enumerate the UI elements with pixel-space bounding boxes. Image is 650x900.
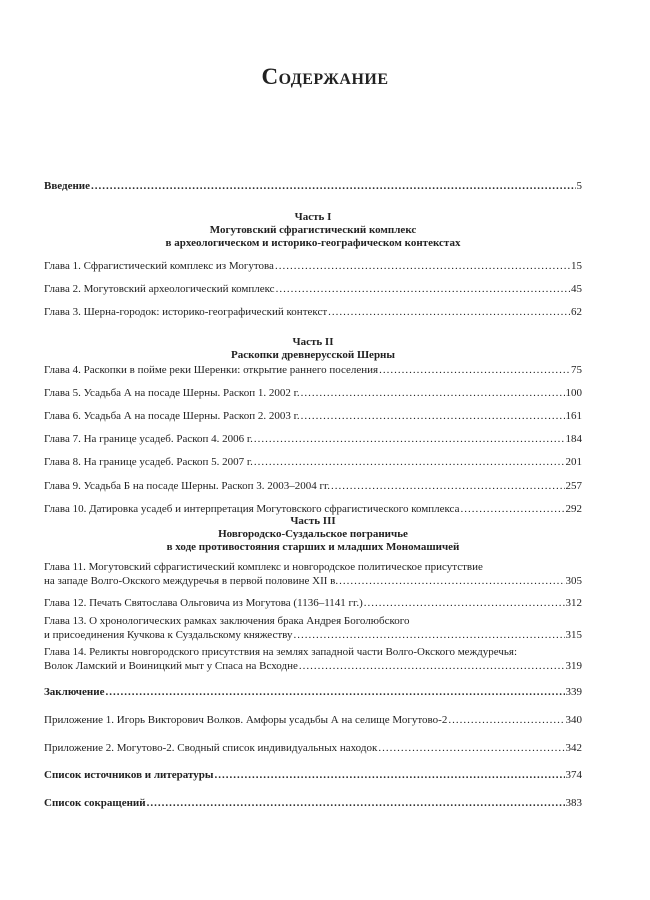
- toc-entry-chapter-11[interactable]: [44, 560, 582, 588]
- leader-dots: [448, 713, 564, 727]
- entry-label: Список источников и литературы: [44, 769, 214, 781]
- leader-dots: [364, 596, 565, 610]
- toc-entry-abbreviations[interactable]: [44, 796, 582, 810]
- toc-entry-appendix-1[interactable]: [44, 713, 582, 727]
- entry-page: 292: [565, 503, 582, 515]
- entry-label: Список сокращений: [44, 797, 146, 809]
- entry-label: Глава 2. Могутовский археологический комплекс: [44, 283, 275, 295]
- leader-dots: [254, 455, 565, 469]
- part-subtitle: Раскопки древнерусской Шерны: [231, 349, 395, 361]
- entry-label: на западе Волго-Окского междуречья в первой половине XII в.: [44, 575, 339, 587]
- part-title: Часть I: [294, 211, 332, 223]
- entry-label: Глава 6. Усадьба А на посаде Шерны. Раскоп 2. 2003 г.: [44, 410, 300, 422]
- entry-page: 342: [565, 742, 582, 754]
- toc-entry-chapter-2[interactable]: [44, 282, 582, 296]
- part-heading-3: [44, 515, 582, 554]
- entry-page: 312: [565, 597, 582, 609]
- leader-dots: [91, 179, 575, 193]
- toc-entry-chapter-5[interactable]: [44, 386, 582, 400]
- toc-entry-chapter-9[interactable]: [44, 479, 582, 493]
- leader-dots: [328, 305, 570, 319]
- entry-page: 315: [565, 629, 582, 641]
- page-title: Содержание: [261, 64, 389, 89]
- part-heading-1: [44, 211, 582, 250]
- entry-label: Глава 9. Усадьба Б на посаде Шерны. Раскоп 3. 2003–2004 гг.: [44, 480, 331, 492]
- leader-dots: [105, 685, 564, 699]
- leader-dots: [378, 741, 564, 755]
- leader-dots: [460, 502, 564, 516]
- entry-page: 340: [565, 714, 582, 726]
- entry-label: Глава 13. О хронологических рамках заключения брака Андрея Боголюбского: [44, 615, 410, 627]
- part-subtitle: Могутовский сфрагистический комплекс: [209, 224, 417, 236]
- part-title: Часть III: [290, 515, 336, 527]
- toc-entry-sources[interactable]: [44, 768, 582, 782]
- part-heading-2: [44, 336, 582, 362]
- entry-page: 383: [565, 797, 582, 809]
- entry-label: Приложение 2. Могутово-2. Сводный список индивидуальных находок: [44, 742, 378, 754]
- entry-page: 201: [565, 456, 582, 468]
- leader-dots: [293, 628, 564, 642]
- toc-entry-chapter-4[interactable]: [44, 363, 582, 377]
- entry-label: Глава 5. Усадьба А на посаде Шерны. Раскоп 1. 2002 г.: [44, 387, 300, 399]
- toc-entry-chapter-7[interactable]: [44, 432, 582, 446]
- entry-label: Глава 12. Печать Святослава Ольговича из Могутова (1136–1141 гг.): [44, 597, 363, 609]
- entry-page: 319: [565, 660, 582, 672]
- toc-entry-chapter-10[interactable]: [44, 502, 582, 516]
- part-title: Часть II: [292, 336, 334, 348]
- entry-label: Глава 8. На границе усадеб. Раскоп 5. 2007 г.: [44, 456, 253, 468]
- entry-label: Глава 7. На границе усадеб. Раскоп 4. 2006 г.: [44, 433, 253, 445]
- entry-label: Глава 10. Датировка усадеб и интерпретация Могутовского сфрагистического комплекса: [44, 503, 460, 515]
- entry-page: 100: [565, 387, 582, 399]
- leader-dots: [339, 574, 564, 588]
- entry-label: Глава 11. Могутовский сфрагистический комплекс и новгородское политическое присутствие: [44, 561, 483, 573]
- entry-page: 374: [565, 769, 582, 781]
- toc-entry-intro[interactable]: [44, 179, 582, 193]
- entry-label: Волок Ламский и Воиницкий мыт у Спаса на Всходне: [44, 660, 298, 672]
- entry-page: 45: [571, 283, 582, 295]
- toc-entry-appendix-2[interactable]: [44, 741, 582, 755]
- leader-dots: [275, 259, 570, 273]
- entry-page: 5: [576, 180, 582, 192]
- entry-page: 339: [565, 686, 582, 698]
- leader-dots: [276, 282, 570, 296]
- toc-entry-conclusion[interactable]: [44, 685, 582, 699]
- leader-dots: [299, 659, 565, 673]
- entry-label: Глава 4. Раскопки в пойме реки Шеренки: открытие раннего поселения: [44, 364, 379, 376]
- toc-entry-chapter-8[interactable]: [44, 455, 582, 469]
- entry-page: 257: [565, 480, 582, 492]
- entry-label: Приложение 1. Игорь Викторович Волков. Амфоры усадьбы А на селище Могутово-2: [44, 714, 448, 726]
- leader-dots: [331, 479, 564, 493]
- leader-dots: [301, 386, 565, 400]
- entry-label: Заключение: [44, 686, 105, 698]
- toc-entry-chapter-1[interactable]: [44, 259, 582, 273]
- entry-page: 15: [571, 260, 582, 272]
- toc-entry-chapter-14[interactable]: [44, 645, 582, 673]
- part-subtitle: Новгородско-Суздальское пограничье: [218, 528, 408, 540]
- entry-page: 75: [571, 364, 582, 376]
- toc-entry-chapter-13[interactable]: [44, 614, 582, 642]
- entry-label: Глава 1. Сфрагистический комплекс из Могутова: [44, 260, 274, 272]
- entry-page: 62: [571, 306, 582, 318]
- toc-entry-chapter-3[interactable]: [44, 305, 582, 319]
- part-subtitle: в ходе противостояния старших и младших Мономашичей: [166, 541, 460, 553]
- toc-entry-chapter-12[interactable]: [44, 596, 582, 610]
- leader-dots: [379, 363, 570, 377]
- entry-label: и присоединения Кучкова к Суздальскому княжеству: [44, 629, 293, 641]
- entry-label: Введение: [44, 180, 91, 192]
- entry-page: 184: [565, 433, 582, 445]
- toc-entry-chapter-6[interactable]: [44, 409, 582, 423]
- leader-dots: [254, 432, 565, 446]
- leader-dots: [147, 796, 565, 810]
- leader-dots: [214, 768, 564, 782]
- entry-page: 305: [565, 575, 582, 587]
- entry-label: Глава 14. Реликты новгородского присутствия на землях западной части Волго-Окского междуречья:: [44, 646, 518, 658]
- leader-dots: [301, 409, 565, 423]
- entry-page: 161: [565, 410, 582, 422]
- entry-label: Глава 3. Шерна-городок: историко-географический контекст: [44, 306, 328, 318]
- part-subtitle: в археологическом и историко-географическом контекстах: [165, 237, 461, 249]
